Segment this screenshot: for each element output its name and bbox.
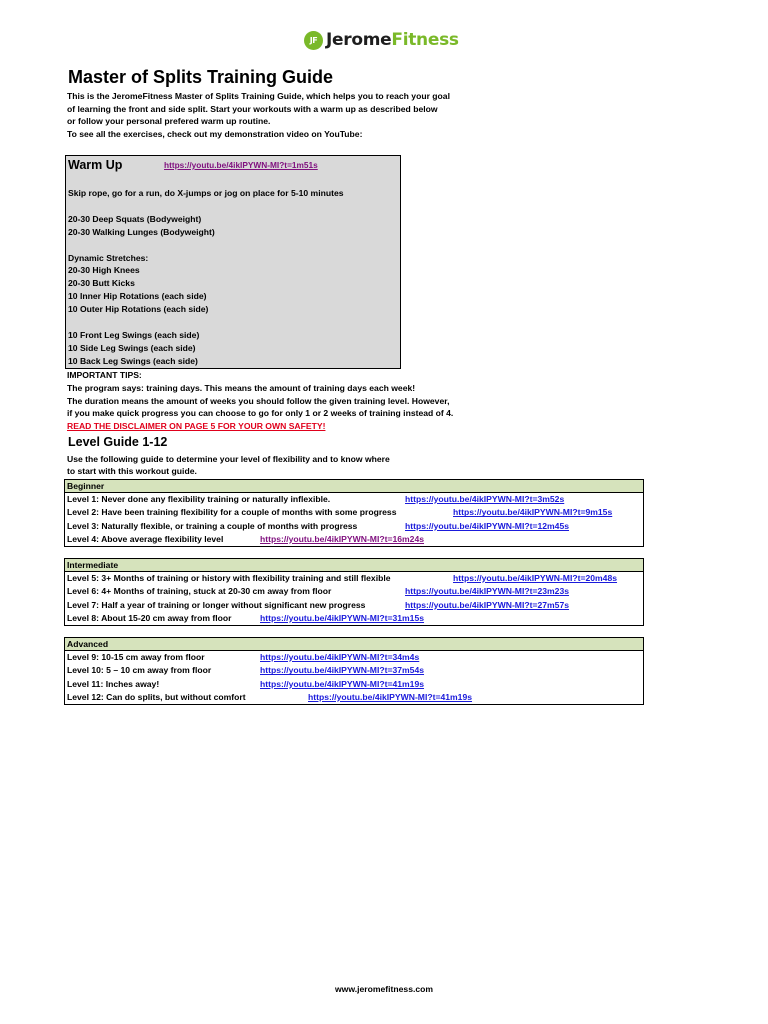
level-label: Level 3: Naturally flexible, or training a couple of months with progress (67, 520, 358, 531)
warmup-line: 10 Back Leg Swings (each side) (68, 355, 198, 366)
warmup-line: 20-30 Deep Squats (Bodyweight) (68, 213, 202, 224)
warmup-line: Skip rope, go for a run, do X-jumps or jog on place for 5-10 minutes (68, 188, 344, 198)
level-video-link[interactable]: https://youtu.be/4ikIPYWN-MI?t=37m54s (260, 665, 425, 676)
table-row (65, 599, 643, 612)
level-guide-title: Level Guide 1-12 (68, 435, 168, 449)
logo-name-part-1: Jerome (326, 30, 392, 50)
level-label: Level 4: Above average flexibility level (67, 533, 224, 544)
intermediate-table (64, 558, 644, 626)
intro-line: or follow your personal prefered warm up routine. (67, 116, 271, 127)
warmup-line: 20-30 High Knees (68, 265, 140, 276)
table-row (65, 612, 643, 625)
level-label: Level 7: Half a year of training or longer without significant new progress (67, 599, 366, 610)
level-guide-intro (67, 453, 390, 478)
page-title: Master of Splits Training Guide (68, 67, 334, 87)
table-row (65, 533, 643, 546)
warmup-line: 20-30 Butt Kicks (68, 278, 135, 289)
level-label: Level 10: 5 – 10 cm away from floor (67, 665, 212, 676)
tips-heading: IMPORTANT TIPS: (67, 370, 142, 380)
level-video-link[interactable]: https://youtu.be/4ikIPYWN-MI?t=41m19s (308, 691, 473, 702)
advanced-table (64, 637, 644, 705)
footer-website: www.jeromefitness.com (334, 984, 434, 994)
table-row (65, 585, 643, 598)
tips-line: The program says: training days. This means the amount of training days each week! (67, 382, 416, 393)
tips-line: if you make quick progress you can choose to go for only 1 or 2 weeks of training instead of 4. (67, 408, 454, 419)
table-row (65, 664, 643, 677)
level-video-link[interactable]: https://youtu.be/4ikIPYWN-MI?t=34m4s (260, 652, 420, 662)
intro-line: of learning the front and side split. Start your workouts with a warm up as described below (67, 103, 438, 114)
level-video-link[interactable]: https://youtu.be/4ikIPYWN-MI?t=20m48s (453, 573, 618, 583)
group-header-advanced: Advanced (65, 638, 643, 651)
group-header-beginner: Beginner (65, 480, 643, 493)
intro-line: To see all the exercises, check out my demonstration video on YouTube: (67, 128, 363, 139)
tips-line: The duration means the amount of weeks you should follow the given training level. However, (67, 395, 450, 406)
level-video-link[interactable]: https://youtu.be/4ikIPYWN-MI?t=16m24s (260, 533, 425, 544)
table-row (65, 493, 643, 506)
level-video-link[interactable]: https://youtu.be/4ikIPYWN-MI?t=27m57s (405, 599, 570, 610)
warmup-video-link[interactable]: https://youtu.be/4ikIPYWN-MI?t=1m51s (164, 160, 318, 170)
warmup-line: 10 Front Leg Swings (each side) (68, 329, 200, 340)
brand-logo (304, 28, 459, 52)
warmup-line: Dynamic Stretches: (68, 252, 149, 263)
table-row (65, 572, 643, 585)
warmup-line: 20-30 Walking Lunges (Bodyweight) (68, 226, 215, 237)
level-label: Level 9: 10-15 cm away from floor (67, 652, 205, 662)
level-video-link[interactable]: https://youtu.be/4ikIPYWN-MI?t=9m15s (453, 507, 613, 518)
level-label: Level 6: 4+ Months of training, stuck at 20-30 cm away from floor (67, 586, 332, 597)
level-label: Level 8: About 15-20 cm away from floor (67, 612, 232, 623)
warmup-box (65, 155, 401, 369)
logo-name-part-2: Fitness (391, 30, 459, 50)
table-row (65, 651, 643, 664)
level-video-link[interactable]: https://youtu.be/4ikIPYWN-MI?t=12m45s (405, 520, 570, 531)
level-video-link[interactable]: https://youtu.be/4ikIPYWN-MI?t=31m15s (260, 612, 425, 623)
intro-paragraph (67, 90, 450, 140)
warmup-line: 10 Side Leg Swings (each side) (68, 342, 196, 353)
level-label: Level 11: Inches away! (67, 678, 160, 689)
level-label: Level 2: Have been training flexibility for a couple of months with some progress (67, 507, 397, 518)
table-row (65, 520, 643, 533)
level-label: Level 12: Can do splits, but without comfort (67, 691, 246, 702)
beginner-table (64, 479, 644, 547)
important-tips (67, 369, 453, 433)
warmup-heading: Warm Up (68, 158, 123, 172)
level-video-link[interactable]: https://youtu.be/4ikIPYWN-MI?t=41m19s (260, 678, 425, 689)
table-row (65, 691, 643, 704)
logo-wordmark (326, 30, 459, 50)
level-label: Level 5: 3+ Months of training or history with flexibility training and still flexible (67, 573, 391, 583)
logo-badge-icon: JF (304, 31, 323, 50)
intro-line: This is the JeromeFitness Master of Splits Training Guide, which helps you to reach your goal (67, 91, 450, 101)
table-row (65, 506, 643, 519)
warmup-line: 10 Inner Hip Rotations (each side) (68, 291, 207, 302)
group-header-intermediate: Intermediate (65, 559, 643, 572)
level-guide-intro-line: to start with this workout guide. (67, 466, 197, 477)
disclaimer-warning-link[interactable]: READ THE DISCLAIMER ON PAGE 5 FOR YOUR OWN SAFETY! (67, 421, 326, 432)
level-guide-intro-line: Use the following guide to determine your level of flexibility and to know where (67, 454, 390, 464)
level-label: Level 1: Never done any flexibility training or naturally inflexible. (67, 494, 331, 504)
warmup-list (68, 187, 344, 368)
level-video-link[interactable]: https://youtu.be/4ikIPYWN-MI?t=3m52s (405, 494, 565, 504)
warmup-line: 10 Outer Hip Rotations (each side) (68, 304, 209, 315)
table-row (65, 678, 643, 691)
level-video-link[interactable]: https://youtu.be/4ikIPYWN-MI?t=23m23s (405, 586, 570, 597)
